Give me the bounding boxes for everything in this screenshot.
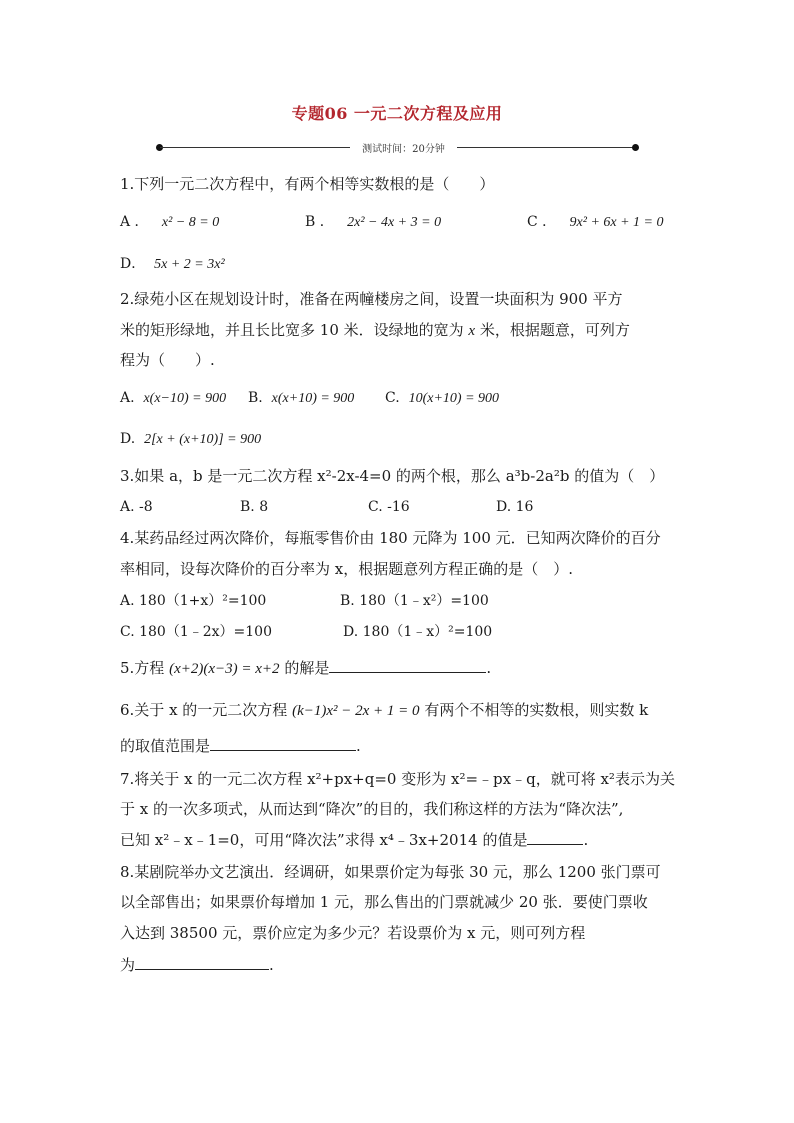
q7-line-2: 于 x 的一次多项式，从而达到“降次”的目的，我们称这样的方法为“降次法”, (120, 800, 624, 818)
q5-answer-blank[interactable] (329, 658, 486, 673)
q4-option-d[interactable]: D. 180（1﹣x）²=100 (343, 624, 493, 640)
page-title: 专题06 一元二次方程及应用 (291, 104, 503, 123)
option-label: B. (248, 390, 263, 406)
q2-line-2 (120, 320, 630, 341)
q8-line-3: 入达到 38500 元，票价应定为多少元？若设票价为 x 元，则可列方程 (120, 924, 586, 942)
q8-end: . (269, 956, 274, 974)
q3-option-c[interactable]: C. -16 (368, 499, 410, 515)
q2-line-1: 2.绿苑小区在规划设计时，准备在两幢楼房之间，设置一块面积为 900 平方 (120, 290, 623, 308)
q2-option-c[interactable] (385, 388, 499, 409)
q4-line-1: 4.某药品经过两次降价，每瓶零售价由 180 元降为 100 元．已知两次降价的百分 (120, 529, 661, 547)
option-label: C. (385, 390, 400, 406)
q1-option-d[interactable] (120, 254, 225, 275)
q5-end: . (486, 659, 492, 677)
divider-left (160, 147, 350, 148)
q5-equation: (x+2)(x−3) = x+2 (169, 661, 280, 677)
option-expr: 9x² + 6x + 1 = 0 (569, 215, 664, 230)
option-expr: 5x + 2 = 3x² (154, 257, 225, 272)
q5 (120, 658, 491, 679)
q2-var: x (468, 323, 476, 339)
q2-line-3: 程为（ ）. (120, 351, 215, 369)
option-expr: 2[x + (x+10)] = 900 (144, 432, 262, 447)
test-time: 测试时间：20分钟 (362, 144, 445, 155)
q3-option-b[interactable]: B. 8 (240, 499, 269, 515)
option-expr: 10(x+10) = 900 (408, 391, 500, 406)
option-label: D． (120, 256, 146, 272)
q5-prefix: 5.方程 (120, 659, 165, 677)
divider-right (457, 147, 635, 148)
q6-end: . (356, 737, 361, 755)
option-label: C ． (527, 214, 557, 230)
q6-equation: (k−1)x² − 2x + 1 = 0 (292, 703, 420, 719)
q7-line-1: 7.将关于 x 的一元二次方程 x²+px+q=0 变形为 x²=﹣px﹣q，就可将 x²表示为关 (120, 770, 675, 788)
q2-line-2-text: 米的矩形绿地，并且长比宽多 10 米．设绿地的宽为 (120, 321, 464, 339)
q7-line-3-text: 已知 x²﹣x﹣1=0，可用“降次法”求得 x⁴﹣3x+2014 的值是 (120, 831, 528, 849)
q1-option-a[interactable] (120, 212, 219, 233)
q6-answer-blank[interactable] (210, 736, 356, 751)
option-expr: x(x+10) = 900 (271, 391, 355, 406)
option-label: D. (120, 431, 136, 447)
option-label: B ． (305, 214, 334, 230)
q6-prefix: 6.关于 x 的一元二次方程 (120, 701, 288, 719)
q5-suffix: 的解是 (284, 659, 330, 677)
q6-suffix: 有两个不相等的实数根，则实数 k (424, 701, 649, 719)
q4-line-2: 率相同，设每次降价的百分率为 x，根据题意列方程正确的是（ ）. (120, 560, 573, 578)
q4-option-a[interactable]: A. 180（1+x）²=100 (120, 593, 267, 609)
option-label: A. (120, 390, 135, 406)
q7-end: . (583, 831, 589, 849)
q8-line-4 (120, 955, 274, 975)
q8-line-1: 8.某剧院举办文艺演出．经调研，如果票价定为每张 30 元，那么 1200 张门票可 (120, 863, 661, 881)
q7-line-3 (120, 830, 588, 850)
q8-line-2: 以全部售出；如果票价每增加 1 元，那么售出的门票就减少 20 张．要使门票收 (120, 893, 648, 911)
q2-option-a[interactable] (120, 388, 226, 409)
option-expr: x² − 8 = 0 (161, 215, 220, 230)
q6-line-2 (120, 736, 361, 756)
option-expr: 2x² − 4x + 3 = 0 (347, 215, 442, 230)
q1-option-c[interactable] (527, 212, 664, 233)
rule-dot-right (632, 144, 639, 151)
option-expr: x(x−10) = 900 (143, 391, 227, 406)
q2-option-b[interactable] (248, 388, 354, 409)
q3-option-a[interactable]: A. -8 (120, 499, 153, 515)
q2-line-2-text-b: 米，根据题意，可列方 (479, 321, 630, 339)
q7-answer-blank[interactable] (527, 830, 583, 845)
q2-option-d[interactable] (120, 429, 261, 450)
q3-stem: 3.如果 a，b 是一元二次方程 x²-2x-4=0 的两个根，那么 a³b-2a²b 的值为（ ） (120, 467, 665, 485)
q4-option-b[interactable]: B. 180（1﹣x²）=100 (340, 593, 489, 609)
q8-line-4-text: 为 (120, 956, 136, 974)
q1-option-b[interactable] (305, 212, 441, 233)
q6-line-2-text: 的取值范围是 (120, 737, 211, 755)
q3-option-d[interactable]: D. 16 (496, 499, 534, 515)
option-label: A ． (120, 214, 149, 230)
q8-answer-blank[interactable] (135, 955, 269, 970)
q1-stem: 1.下列一元二次方程中，有两个相等实数根的是（ ） (120, 175, 495, 193)
q6-line-1 (120, 700, 648, 721)
q4-option-c[interactable]: C. 180（1﹣2x）=100 (120, 624, 272, 640)
